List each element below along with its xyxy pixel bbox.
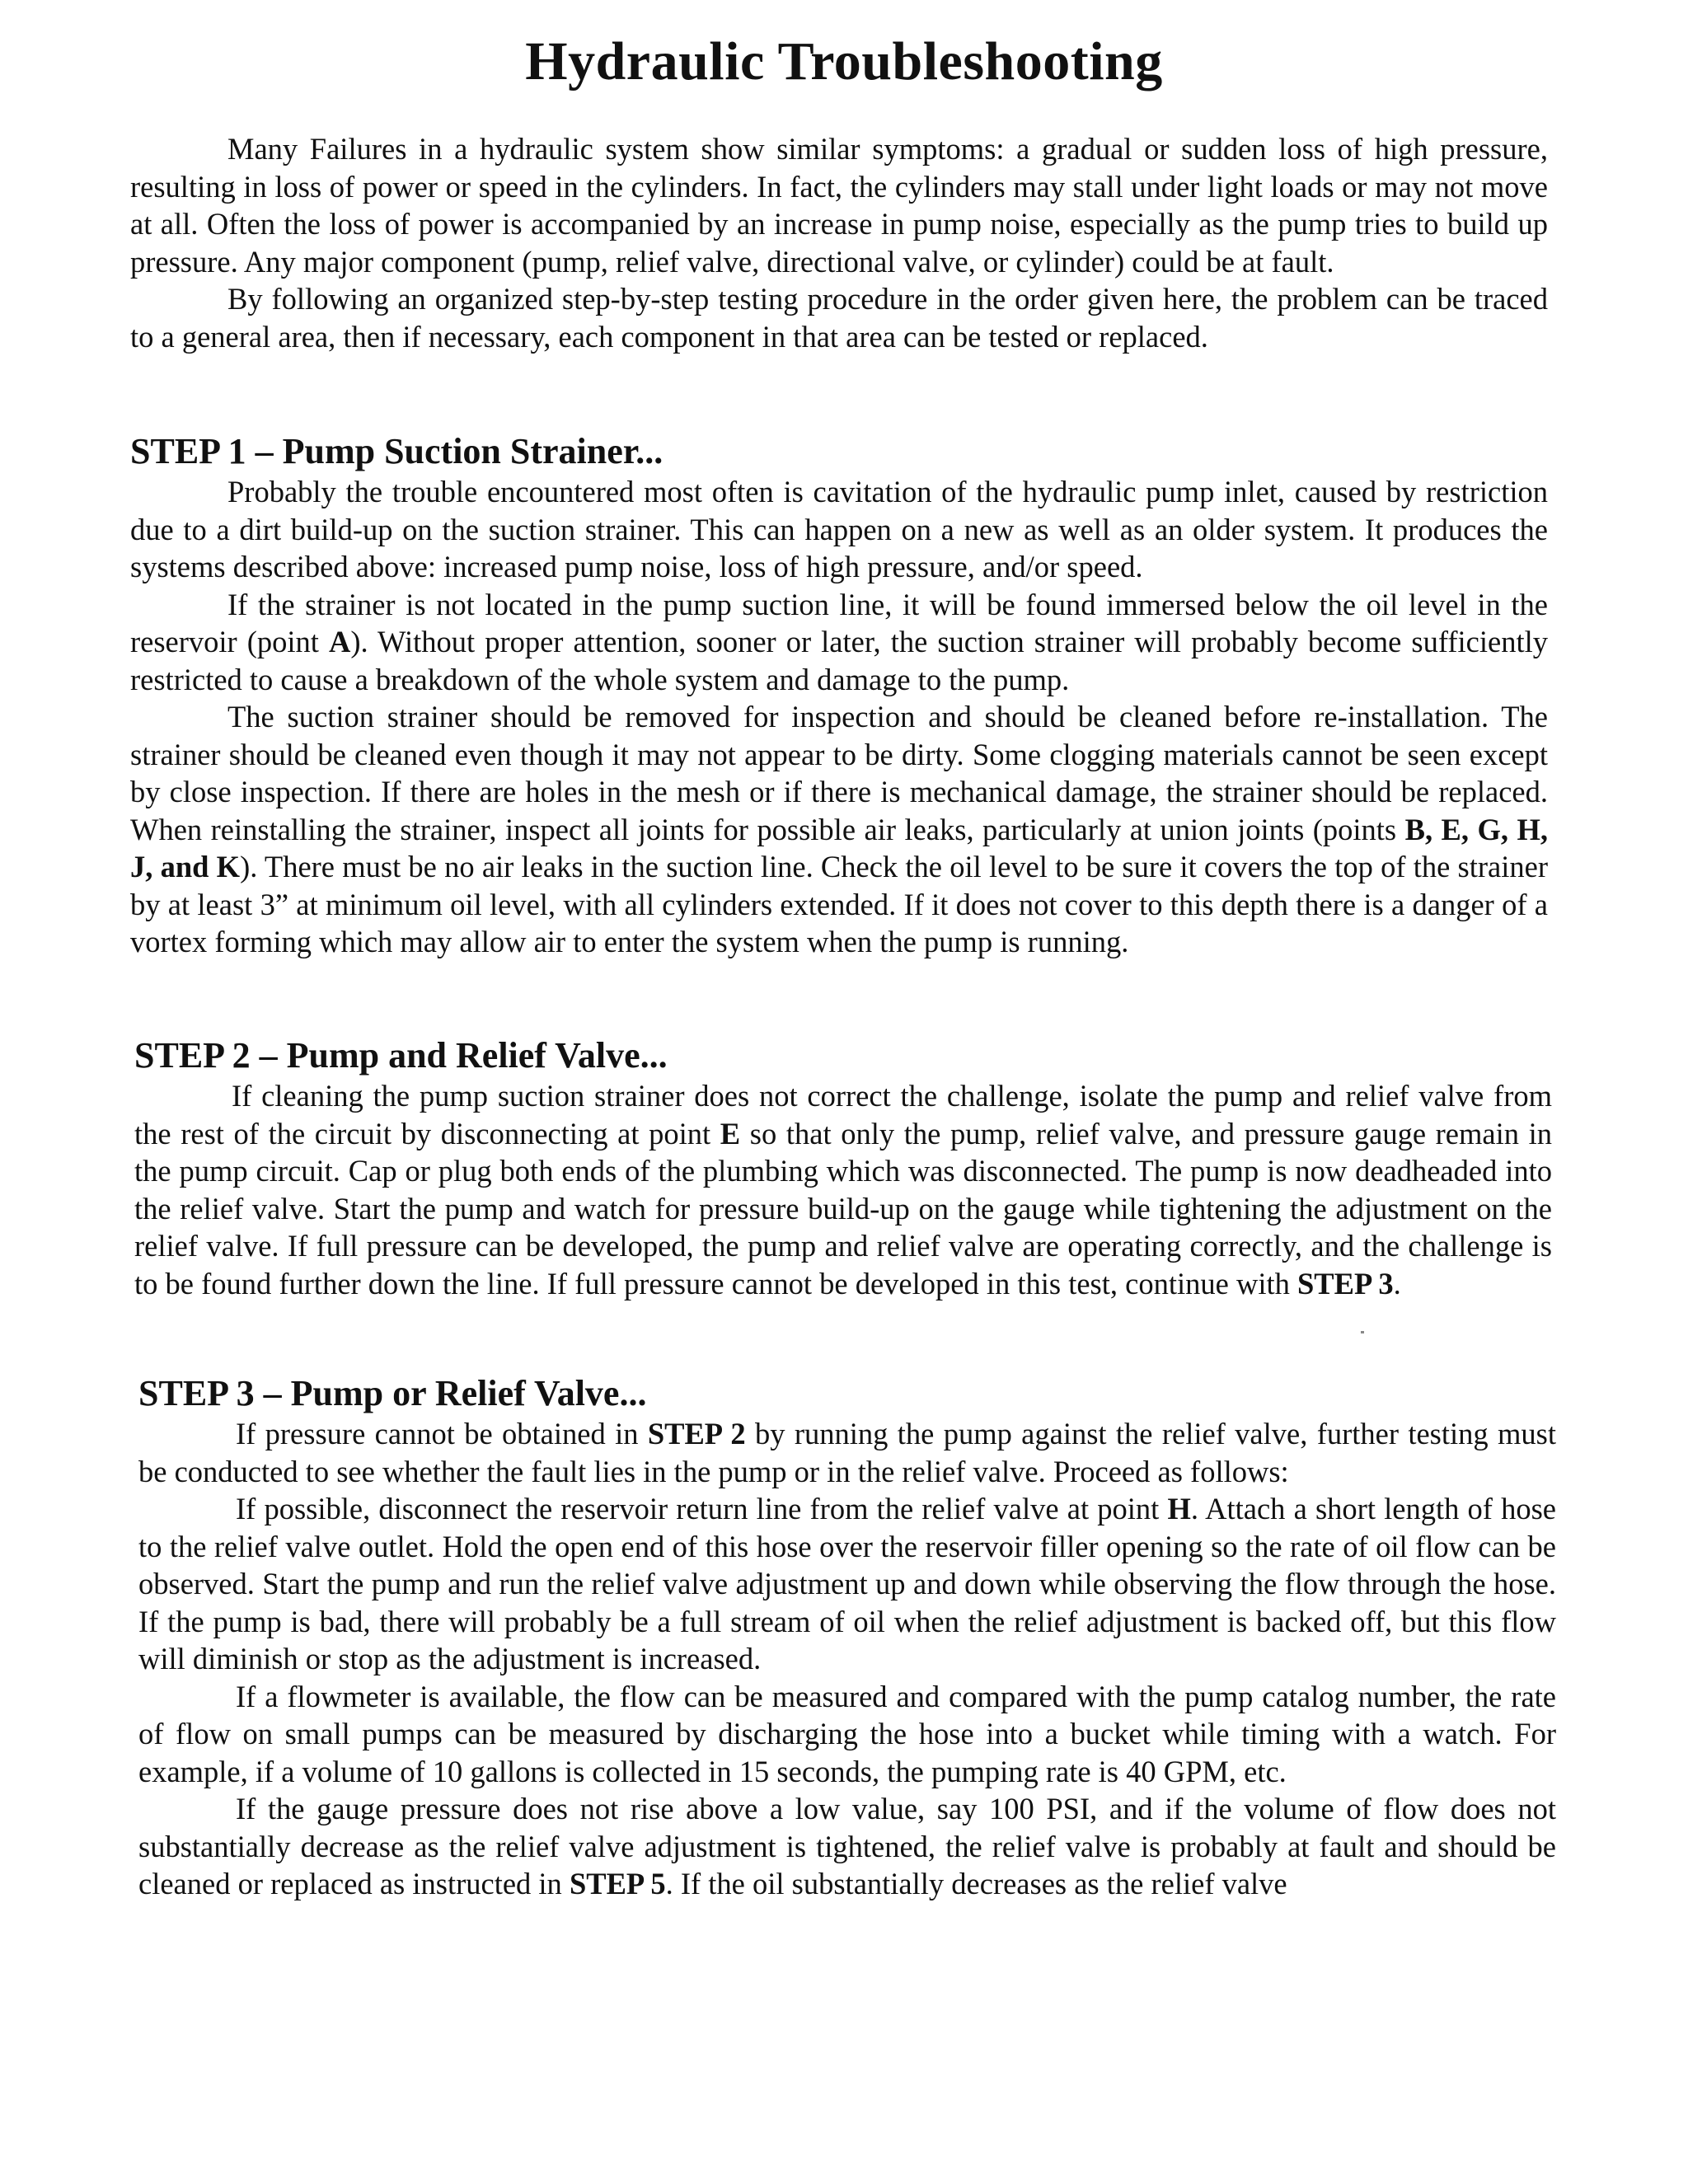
intro-paragraph-2: By following an organized step-by-step testing procedure in the order given here, the problem can be traced to a general area, then if necessary, each component in that area can be tested or replaced. bbox=[130, 282, 1548, 354]
step-3-paragraph-1: If pressure cannot be obtained in STEP 2 by running the pump against the relief valve, further testing must be conducted to see whether the fault lies in the pump or in the relief valve. Proceed as follows: bbox=[138, 1417, 1556, 1488]
step-1-heading: STEP 1 – Pump Suction Strainer... bbox=[130, 431, 663, 471]
step-1-paragraph-1: Probably the trouble encountered most often is cavitation of the hydraulic pump inlet, caused by restriction due to a dirt build-up on the suction strainer. This can happen on a new as well as an older system. It produces the systems described above: increased pump noise, loss of high pressure, and/or speed. bbox=[130, 475, 1548, 583]
step-3-heading: STEP 3 – Pump or Relief Valve... bbox=[138, 1373, 647, 1413]
step-3-paragraph-4: If the gauge pressure does not rise above a low value, say 100 PSI, and if the volume of flow does not substantially decrease as the relief valve adjustment is tightened, the relief valve is probably at fault and should be cleaned or replaced as instructed in STEP 5. If the oil substantially decreases as the relief valve bbox=[138, 1792, 1556, 1900]
page-title: Hydraulic Troubleshooting bbox=[525, 31, 1163, 91]
step-2-section bbox=[134, 1077, 1552, 1302]
intro-paragraph-1: Many Failures in a hydraulic system show similar symptoms: a gradual or sudden loss of high pressure, resulting in loss of power or speed in the cylinders. In fact, the cylinders may stall under light loads or may not move at all. Often the loss of power is accompanied by an increase in pump noise, especially as the pump tries to build up pressure. Any major component (pump, relief valve, directional valve, or cylinder) could be at fault. bbox=[130, 132, 1548, 279]
step-1-paragraph-3: The suction strainer should be removed for inspection and should be cleaned before re-installation. The strainer should be cleaned even though it may not appear to be dirty. Some clogging materials cannot be seen except by close inspection. If there are holes in the mesh or if there is mechanical damage, the strainer should be replaced. When reinstalling the strainer, inspect all joints for possible air leaks, particularly at union joints (points B, E, G, H, J, and K). There must be no air leaks in the suction line. Check the oil level to be sure it covers the top of the strainer by at least 3” at minimum oil level, with all cylinders extended. If it does not cover to this depth there is a danger of a vortex forming which may allow air to enter the system when the pump is running. bbox=[130, 700, 1548, 958]
step-2-heading: STEP 2 – Pump and Relief Valve... bbox=[134, 1035, 668, 1076]
step-3-paragraph-3: If a flowmeter is available, the flow can be measured and compared with the pump catalog number, the rate of flow on small pumps can be measured by discharging the hose into a bucket while timing with a watch. For example, if a volume of 10 gallons is collected in 15 seconds, the pumping rate is 40 GPM, etc. bbox=[138, 1679, 1556, 1788]
step-1-section bbox=[130, 473, 1548, 961]
intro-section bbox=[130, 130, 1548, 355]
step-1-paragraph-2: If the strainer is not located in the pump suction line, it will be found immersed below the oil level in the reservoir (point A). Without proper attention, sooner or later, the suction strainer will probably become sufficiently restricted to cause a breakdown of the whole system and damage to the pump. bbox=[130, 587, 1548, 696]
step-3-paragraph-2: If possible, disconnect the reservoir return line from the relief valve at point H. Attach a short length of hose to the relief valve outlet. Hold the open end of this hose over the reservoir filler opening so the rate of oil flow can be observed. Start the pump and run the relief valve adjustment up and down while observing the flow through the hose. If the pump is bad, there will probably be a full stream of oil when the relief adjustment is backed off, but this flow will diminish or stop as the adjustment is increased. bbox=[138, 1492, 1556, 1675]
scan-speck bbox=[1361, 1331, 1364, 1333]
step-2-paragraph-1: If cleaning the pump suction strainer does not correct the challenge, isolate the pump and relief valve from the rest of the circuit by disconnecting at point E so that only the pump, relief valve, and pressure gauge remain in the pump circuit. Cap or plug both ends of the plumbing which was disconnected. The pump is now deadheaded into the relief valve. Start the pump and watch for pressure build-up on the gauge while tightening the adjustment on the relief valve. If full pressure can be developed, the pump and relief valve are operating correctly, and the challenge is to be found further down the line. If full pressure cannot be developed in this test, continue with STEP 3. bbox=[134, 1079, 1553, 1301]
step-3-section bbox=[138, 1415, 1556, 1903]
